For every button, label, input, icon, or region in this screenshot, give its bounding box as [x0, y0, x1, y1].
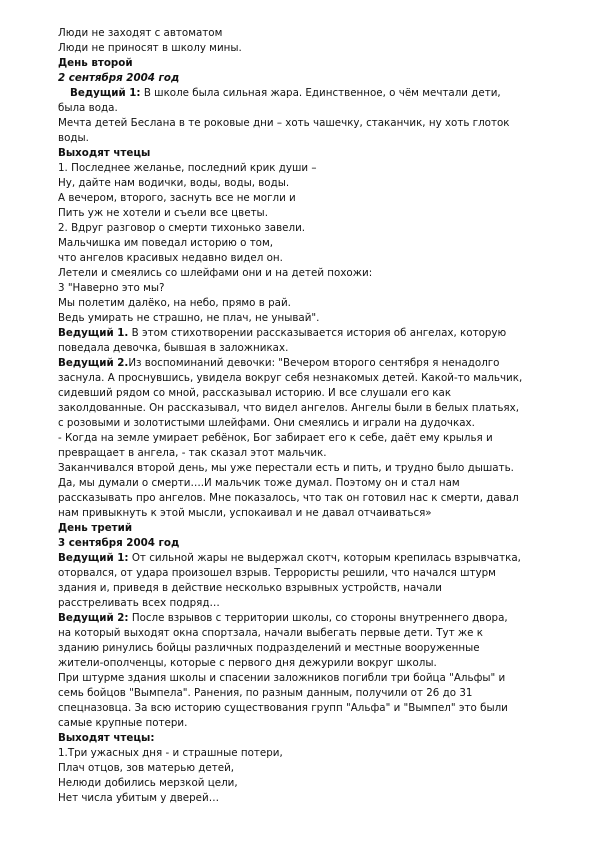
speaker-label: Ведущий 1:	[70, 87, 141, 99]
paragraph-line: здания и, приведя в действие несколько взрывных устройств, начали	[58, 582, 442, 594]
section-date-day-three: 3 сентября 2004 год	[58, 537, 180, 549]
paragraph-line: расстреливать всех подряд…	[58, 597, 220, 609]
paragraph-line: Мечта детей Беслана в те роковые дни – хоть чашечку, стаканчик, ну хоть глоток	[58, 117, 510, 129]
paragraph-line: семь бойцов "Вымпела". Ранения, по разным данным, получили от 26 до 31	[58, 687, 473, 699]
poem-line: Нет числа убитым у дверей…	[58, 792, 220, 804]
paragraph-line: была вода.	[58, 102, 118, 114]
paragraph-line: зданию ринулись бойцы различных подразделений и местные вооруженные	[58, 642, 480, 654]
paragraph-line: Заканчивался второй день, мы уже перестали есть и пить, и трудно было дышать.	[58, 462, 514, 474]
speaker-label: Ведущий 1.	[58, 327, 129, 339]
paragraph-line	[58, 551, 558, 566]
paragraph-line: рассказывать про ангелов. Мне показалось, что так он готовил нас к смерти, давал	[58, 492, 519, 504]
paragraph-line: с розовыми и золотистыми шлейфами. Они смеялись и играли на дудочках.	[58, 417, 475, 429]
poem-line: Мы полетим далёко, на небо, прямо в рай.	[58, 297, 291, 309]
poem-line: 2. Вдруг разговор о смерти тихонько завели.	[58, 222, 306, 234]
poem-line: 1. Последнее желанье, последний крик души –	[58, 162, 317, 174]
speaker-label: Ведущий 2.	[58, 357, 129, 369]
paragraph-line: спецназовца. За всю историю существования групп "Альфа" и "Вымпел" это были	[58, 702, 508, 714]
paragraph-line	[58, 356, 558, 371]
paragraph-text: В школе была сильная жара. Единственное, о чём мечтали дети,	[140, 87, 501, 99]
paragraph-line: сидевший рядом со мной, рассказывал историю. И все слушали его как	[58, 387, 452, 399]
poem-line: А вечером, второго, заснуть все не могли и	[58, 192, 296, 204]
paragraph-text: От сильной жары не выдержал скотч, которым крепилась взрывчатка,	[128, 552, 521, 564]
paragraph-line: заколдованные. Он рассказывал, что видел ангелов. Ангелы были в белых платьях,	[58, 402, 519, 414]
paragraph-line: нам привыкнуть к этой мысли, успокаивал и не давал отчаиваться»	[58, 507, 432, 519]
readers-heading: Выходят чтецы:	[58, 732, 155, 744]
section-heading-day-three: День третий	[58, 522, 133, 534]
paragraph-text: В этом стихотворении рассказывается история об ангелах, которую	[128, 327, 507, 339]
paragraph-line: оторвался, от удара произошел взрыв. Террористы решили, что начался штурм	[58, 567, 496, 579]
text-line: Люди не заходят с автоматом	[58, 27, 223, 39]
poem-line: Мальчишка им поведал историю о том,	[58, 237, 274, 249]
paragraph-line: превращает в ангела, - так сказал этот мальчик.	[58, 447, 327, 459]
paragraph-line: - Когда на земле умирает ребёнок, Бог забирает его к себе, даёт ему крылья и	[58, 432, 493, 444]
paragraph-line: воды.	[58, 132, 89, 144]
paragraph-line: жители-ополченцы, которые с первого дня дежурили вокруг школы.	[58, 657, 437, 669]
poem-line: Ведь умирать не страшно, не плач, не унывай".	[58, 312, 320, 324]
poem-line: Пить уж не хотели и съели все цветы.	[58, 207, 268, 219]
paragraph-line	[58, 326, 558, 341]
poem-line: 1.Три ужасных дня - и страшные потери,	[58, 747, 283, 759]
paragraph-line: Да, мы думали о смерти….И мальчик тоже думал. Поэтому он и стал нам	[58, 477, 460, 489]
paragraph-line: на который выходят окна спортзала, начали выбегать первые дети. Тут же к	[58, 627, 484, 639]
poem-line: что ангелов красивых недавно видел он.	[58, 252, 283, 264]
paragraph-line: заснула. А проснувшись, увидела вокруг себя незнакомых детей. Какой-то мальчик,	[58, 372, 523, 384]
section-heading-day-two: День второй	[58, 57, 133, 69]
text-line: Люди не приносят в школу мины.	[58, 42, 242, 54]
poem-line: Летели и смеялись со шлейфами они и на детей похожи:	[58, 267, 373, 279]
paragraph-text: После взрывов с территории школы, со стороны внутреннего двора,	[128, 612, 508, 624]
speaker-label: Ведущий 2:	[58, 612, 129, 624]
paragraph-line: При штурме здания школы и спасении заложников погибли три бойца "Альфы" и	[58, 672, 506, 684]
section-date-day-two: 2 сентября 2004 год	[58, 72, 180, 84]
paragraph-line	[58, 611, 558, 626]
paragraph-line: поведала девочка, бывшая в заложниках.	[58, 342, 289, 354]
paragraph-line: самые крупные потери.	[58, 717, 188, 729]
poem-line: Плач отцов, зов матерью детей,	[58, 762, 235, 774]
poem-line: 3 "Наверно это мы?	[58, 282, 165, 294]
poem-line: Нелюди добились мерзкой цели,	[58, 777, 238, 789]
document-page	[58, 26, 558, 806]
paragraph-text: Из воспоминаний девочки: "Вечером второго сентября я ненадолго	[128, 357, 500, 369]
paragraph-line	[58, 86, 558, 101]
speaker-label: Ведущий 1:	[58, 552, 129, 564]
readers-heading: Выходят чтецы	[58, 147, 151, 159]
poem-line: Ну, дайте нам водички, воды, воды, воды.	[58, 177, 290, 189]
